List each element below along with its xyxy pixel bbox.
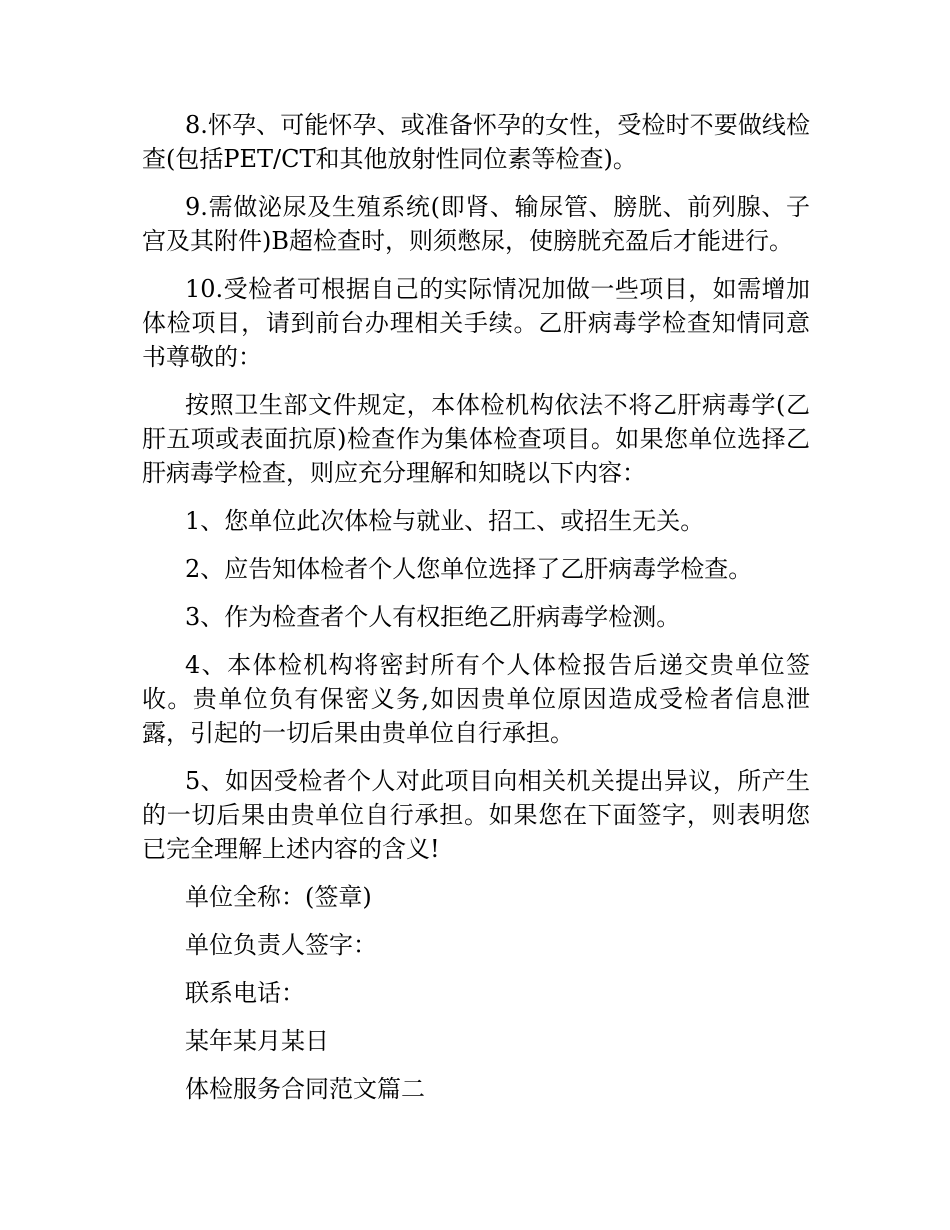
document-page — [142, 108, 810, 1120]
signature-phone: 联系电话： — [185, 979, 305, 1007]
consent-item-2: 2、应告知体检者个人您单位选择了乙肝病毒学检查。 — [185, 555, 753, 583]
consent-item-5: 5、如因受检者个人对此项目向相关机关提出异议，所产生的一切后果由贵单位自行承担。如果您在下面签字，则表明您已完全理解上述内容的含义! — [142, 767, 810, 863]
consent-item-4: 4、本体检机构将密封所有个人体检报告后递交贵单位签收。贵单位负有保密义务,如因贵单位原因造成受检者信息泄露，引起的一切后果由贵单位自行承担。 — [142, 651, 810, 747]
section-heading-part-two: 体检服务合同范文篇二 — [185, 1075, 425, 1103]
paragraph-regulation: 按照卫生部文件规定，本体检机构依法不将乙肝病毒学(乙肝五项或表面抗原)检查作为集体检查项目。如果您单位选择乙肝病毒学检查，则应充分理解和知晓以下内容： — [142, 391, 810, 487]
paragraph-item-9-ultrasound: 9.需做泌尿及生殖系统(即肾、输尿管、膀胱、前列腺、子宫及其附件)B超检查时，则须憋尿，使膀胱充盈后才能进行。 — [142, 193, 810, 255]
signature-responsible-person: 单位负责人签字： — [185, 931, 377, 959]
consent-item-3: 3、作为检查者个人有权拒绝乙肝病毒学检测。 — [185, 603, 681, 631]
signature-date: 某年某月某日 — [185, 1027, 329, 1055]
paragraph-item-10-extra-items: 10.受检者可根据自己的实际情况加做一些项目，如需增加体检项目，请到前台办理相关手续。乙肝病毒学检查知情同意书尊敬的： — [142, 275, 810, 371]
consent-item-1: 1、您单位此次体检与就业、招工、或招生无关。 — [185, 507, 705, 535]
paragraph-item-8-pregnancy: 8.怀孕、可能怀孕、或准备怀孕的女性，受检时不要做线检查(包括PET/CT和其他放射性同位素等检查)。 — [142, 111, 810, 173]
signature-unit-name: 单位全称：(签章) — [185, 883, 372, 911]
